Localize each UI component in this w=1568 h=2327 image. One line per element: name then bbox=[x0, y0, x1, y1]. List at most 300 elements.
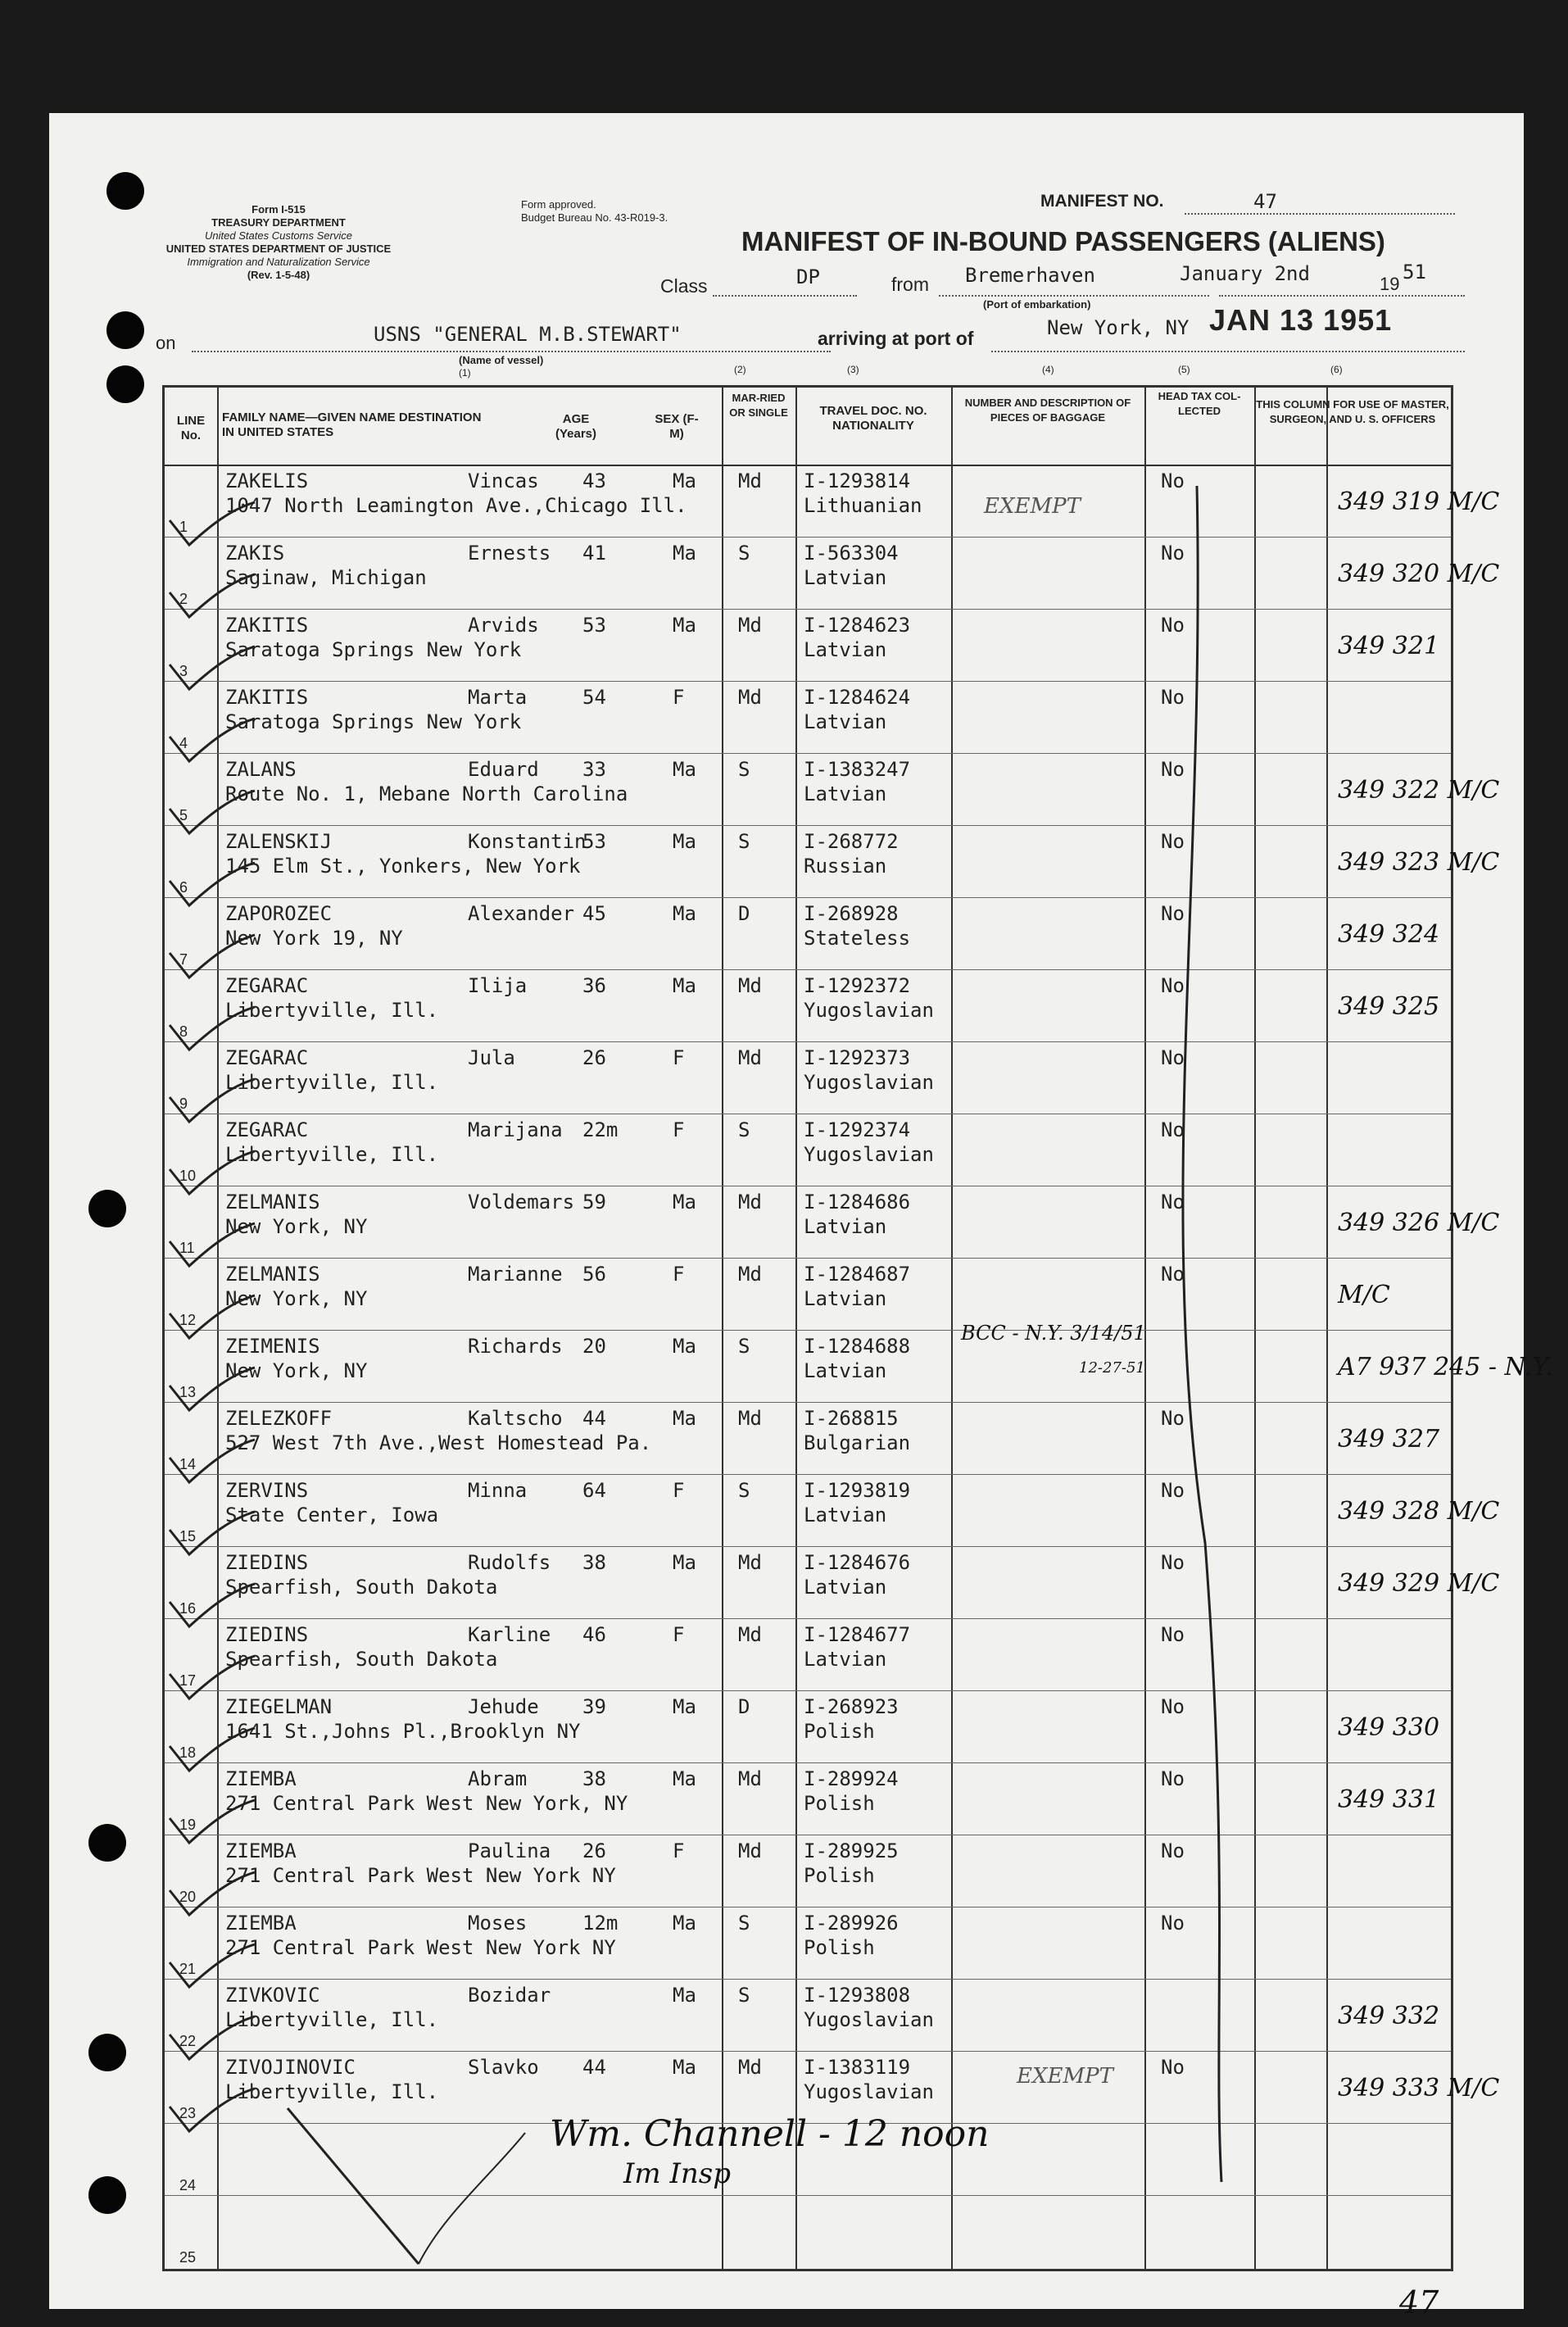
age: 44 bbox=[582, 1407, 606, 1430]
dept-treasury-sub: United States Customs Service bbox=[205, 229, 352, 242]
dept-justice-sub: Immigration and Naturalization Service bbox=[187, 256, 370, 268]
head-tax: No bbox=[1161, 2056, 1185, 2079]
age: 38 bbox=[582, 1551, 606, 1574]
nationality: Polish bbox=[804, 1864, 875, 1887]
date-line bbox=[1219, 295, 1465, 297]
col-head-head-tax: HEAD TAX COL-LECTED bbox=[1158, 390, 1241, 417]
head-tax: No bbox=[1161, 1695, 1185, 1718]
date-value: January 2nd bbox=[1180, 262, 1310, 285]
arrival-date-stamp: JAN 13 1951 bbox=[1209, 303, 1393, 337]
nationality: Lithuanian bbox=[804, 494, 922, 517]
given-name: Arvids bbox=[468, 614, 539, 637]
line-number: 8 bbox=[179, 1023, 188, 1040]
officer-note: A7 937 245 - N.Y. bbox=[1338, 1353, 1553, 1381]
age: 12m bbox=[582, 1912, 619, 1935]
line-number: 23 bbox=[179, 2105, 197, 2121]
sex: Ma bbox=[673, 830, 696, 853]
dept-treasury: TREASURY DEPARTMENT bbox=[211, 216, 346, 229]
marital-status: Md bbox=[738, 1839, 762, 1862]
given-name: Jula bbox=[468, 1046, 515, 1069]
family-name: ZALANS bbox=[225, 758, 297, 781]
travel-doc-no: I-1284624 bbox=[804, 686, 911, 709]
given-name: Alexander bbox=[468, 902, 575, 925]
form-approval bbox=[521, 198, 734, 225]
travel-doc-no: I-1292374 bbox=[804, 1118, 911, 1141]
head-tax: No bbox=[1161, 1912, 1185, 1935]
officer-note: 349 319 M/C bbox=[1338, 488, 1500, 516]
head-tax: No bbox=[1161, 1407, 1185, 1430]
marital-status: Md bbox=[738, 469, 762, 492]
family-name: ZEIMENIS bbox=[225, 1335, 320, 1358]
travel-doc-no: I-268815 bbox=[804, 1407, 899, 1430]
family-name: ZAKITIS bbox=[225, 614, 309, 637]
manifest-no-value: 47 bbox=[1253, 190, 1277, 213]
destination: New York, NY bbox=[225, 1215, 368, 1238]
destination: 145 Elm St., Yonkers, New York bbox=[225, 855, 581, 878]
travel-doc-no: I-1284623 bbox=[804, 614, 911, 637]
sex: F bbox=[673, 1623, 685, 1646]
age: 59 bbox=[582, 1191, 606, 1213]
age: 26 bbox=[582, 1046, 606, 1069]
head-tax: No bbox=[1161, 1623, 1185, 1646]
sex: Ma bbox=[673, 1767, 696, 1790]
sex: Ma bbox=[673, 614, 696, 637]
sex: Ma bbox=[673, 1695, 696, 1718]
head-tax: No bbox=[1161, 686, 1185, 709]
given-name: Konstantin bbox=[468, 830, 587, 853]
nationality: Polish bbox=[804, 1792, 875, 1815]
on-label: on bbox=[156, 333, 176, 353]
family-name: ZIEMBA bbox=[225, 1839, 297, 1862]
nationality: Latvian bbox=[804, 1287, 887, 1310]
officer-note: 349 326 M/C bbox=[1338, 1209, 1500, 1237]
line-number: 5 bbox=[179, 807, 188, 823]
family-name: ZIEDINS bbox=[225, 1551, 309, 1574]
marital-status: S bbox=[738, 1118, 750, 1141]
destination: New York, NY bbox=[225, 1359, 368, 1382]
marital-status: S bbox=[738, 1912, 750, 1935]
sex: Ma bbox=[673, 1191, 696, 1213]
col-head-line: LINE No. bbox=[176, 414, 206, 442]
age: 39 bbox=[582, 1695, 606, 1718]
sex: Ma bbox=[673, 1912, 696, 1935]
form-number: Form I-515 bbox=[252, 203, 306, 215]
binder-hole bbox=[106, 311, 144, 349]
family-name: ZELEZKOFF bbox=[225, 1407, 333, 1430]
col-num-5: (5) bbox=[1178, 364, 1190, 375]
given-name: Ernests bbox=[468, 542, 551, 565]
destination: Libertyville, Ill. bbox=[225, 2008, 439, 2031]
nationality: Latvian bbox=[804, 638, 887, 661]
line-number: 1 bbox=[179, 519, 188, 535]
given-name: Slavko bbox=[468, 2056, 539, 2079]
page-title: MANIFEST OF IN-BOUND PASSENGERS (ALIENS) bbox=[741, 226, 1385, 256]
bcc-date: 12-27-51 bbox=[1079, 1359, 1145, 1377]
inspector-signature: Wm. Channell - 12 noon bbox=[550, 2113, 990, 2155]
head-tax: No bbox=[1161, 902, 1185, 925]
nationality: Yugoslavian bbox=[804, 1071, 934, 1094]
travel-doc-no: I-289926 bbox=[804, 1912, 899, 1935]
class-value: DP bbox=[796, 265, 820, 288]
age: 41 bbox=[582, 542, 606, 565]
sex: Ma bbox=[673, 902, 696, 925]
col-num-6: (6) bbox=[1330, 364, 1343, 375]
from-line bbox=[939, 295, 1209, 297]
travel-doc-no: I-1293808 bbox=[804, 1984, 911, 2007]
sex: F bbox=[673, 1263, 685, 1286]
head-tax: No bbox=[1161, 1551, 1185, 1574]
age: 53 bbox=[582, 830, 606, 853]
line-number: 10 bbox=[179, 1168, 197, 1184]
destination: 271 Central Park West New York, NY bbox=[225, 1792, 628, 1815]
officer-note: 349 330 bbox=[1338, 1713, 1440, 1742]
binder-hole bbox=[88, 2176, 126, 2214]
marital-status: Md bbox=[738, 1263, 762, 1286]
age: 43 bbox=[582, 469, 606, 492]
head-tax: No bbox=[1161, 974, 1185, 997]
officer-note: 349 324 bbox=[1338, 920, 1440, 949]
travel-doc-no: I-1292373 bbox=[804, 1046, 911, 1069]
travel-doc-no: I-268928 bbox=[804, 902, 899, 925]
nationality: Yugoslavian bbox=[804, 2008, 934, 2031]
marital-status: Md bbox=[738, 1551, 762, 1574]
exempt-stamp: EXEMPT bbox=[1017, 2064, 1113, 2089]
destination: Route No. 1, Mebane North Carolina bbox=[225, 782, 628, 805]
inspector-title: Im Insp bbox=[623, 2157, 732, 2190]
vessel-line bbox=[192, 351, 831, 352]
line-number: 9 bbox=[179, 1095, 188, 1112]
family-name: ZERVINS bbox=[225, 1479, 309, 1502]
sex: F bbox=[673, 1839, 685, 1862]
sex: F bbox=[673, 686, 685, 709]
sex: F bbox=[673, 1479, 685, 1502]
family-name: ZEGARAC bbox=[225, 974, 309, 997]
head-tax: No bbox=[1161, 1046, 1185, 1069]
given-name: Eduard bbox=[468, 758, 539, 781]
vessel-caption: (Name of vessel) bbox=[459, 354, 544, 366]
travel-doc-no: I-1293814 bbox=[804, 469, 911, 492]
officer-note: 349 332 bbox=[1338, 2002, 1440, 2030]
nationality: Latvian bbox=[804, 1215, 887, 1238]
sex: F bbox=[673, 1046, 685, 1069]
travel-doc-no: I-1284677 bbox=[804, 1623, 911, 1646]
exempt-stamp: EXEMPT bbox=[984, 494, 1081, 519]
given-name: Marianne bbox=[468, 1263, 563, 1286]
destination: Libertyville, Ill. bbox=[225, 1071, 439, 1094]
line-number: 15 bbox=[179, 1528, 197, 1545]
marital-status: D bbox=[738, 902, 750, 925]
head-tax: No bbox=[1161, 1263, 1185, 1286]
family-name: ZIEMBA bbox=[225, 1912, 297, 1935]
destination: 271 Central Park West New York NY bbox=[225, 1864, 616, 1887]
line-number: 17 bbox=[179, 1672, 197, 1689]
destination: New York 19, NY bbox=[225, 927, 403, 950]
marital-status: S bbox=[738, 542, 750, 565]
family-name: ZEGARAC bbox=[225, 1046, 309, 1069]
approval-text: Form approved. bbox=[521, 198, 596, 211]
family-name: ZIEGELMAN bbox=[225, 1695, 333, 1718]
col-num-3: (3) bbox=[847, 364, 859, 375]
officer-note: M/C bbox=[1338, 1281, 1390, 1309]
age: 20 bbox=[582, 1335, 606, 1358]
destination: Spearfish, South Dakota bbox=[225, 1576, 498, 1599]
nationality: Yugoslavian bbox=[804, 2080, 934, 2103]
line-number: 22 bbox=[179, 2033, 197, 2049]
destination: New York, NY bbox=[225, 1287, 368, 1310]
destination: 527 West 7th Ave.,West Homestead Pa. bbox=[225, 1431, 652, 1454]
travel-doc-no: I-1383247 bbox=[804, 758, 911, 781]
form-revision: (Rev. 1-5-48) bbox=[247, 269, 310, 281]
arriving-label: arriving at port of bbox=[818, 328, 974, 349]
destination: Libertyville, Ill. bbox=[225, 1143, 439, 1166]
nationality: Latvian bbox=[804, 1648, 887, 1671]
family-name: ZAKELIS bbox=[225, 469, 309, 492]
age: 36 bbox=[582, 974, 606, 997]
manifest-no-label: MANIFEST NO. bbox=[1040, 192, 1164, 211]
passenger-table bbox=[162, 385, 1553, 2271]
sex: Ma bbox=[673, 1407, 696, 1430]
travel-doc-no: I-1284686 bbox=[804, 1191, 911, 1213]
sex: Ma bbox=[673, 469, 696, 492]
travel-doc-no: I-563304 bbox=[804, 542, 899, 565]
line-number: 6 bbox=[179, 879, 188, 896]
head-tax: No bbox=[1161, 469, 1185, 492]
family-name: ZIVOJINOVIC bbox=[225, 2056, 356, 2079]
family-name: ZIVKOVIC bbox=[225, 1984, 320, 2007]
col-head-age: AGE (Years) bbox=[555, 412, 597, 441]
year-prefix: 19 bbox=[1380, 274, 1400, 294]
given-name: Rudolfs bbox=[468, 1551, 551, 1574]
port-embark-caption: (Port of embarkation) bbox=[983, 298, 1091, 311]
marital-status: S bbox=[738, 1984, 750, 2007]
destination: Libertyville, Ill. bbox=[225, 2080, 439, 2103]
col-head-name: FAMILY NAME—GIVEN NAME DESTINATION IN UNITED STATES bbox=[222, 411, 482, 439]
col-head-sex: SEX (F-M) bbox=[655, 412, 699, 441]
binder-hole bbox=[88, 1824, 126, 1862]
dept-justice: UNITED STATES DEPARTMENT OF JUSTICE bbox=[165, 243, 392, 255]
age: 44 bbox=[582, 2056, 606, 2079]
given-name: Jehude bbox=[468, 1695, 539, 1718]
given-name: Voldemars bbox=[468, 1191, 575, 1213]
travel-doc-no: I-1284688 bbox=[804, 1335, 911, 1358]
port-line bbox=[991, 351, 1465, 352]
family-name: ZEGARAC bbox=[225, 1118, 309, 1141]
col-head-married: MAR-RIED OR SINGLE bbox=[729, 392, 788, 419]
officer-note: 349 331 bbox=[1338, 1785, 1440, 1814]
nationality: Polish bbox=[804, 1936, 875, 1959]
col-num-4: (4) bbox=[1042, 364, 1054, 375]
line-number: 21 bbox=[179, 1961, 197, 1977]
binder-hole bbox=[88, 2034, 126, 2071]
officer-note: 349 329 M/C bbox=[1338, 1569, 1500, 1598]
officer-note: 349 320 M/C bbox=[1338, 560, 1500, 588]
col-head-baggage: NUMBER AND DESCRIPTION OF PIECES OF BAGGAGE bbox=[964, 397, 1131, 424]
age: 64 bbox=[582, 1479, 606, 1502]
budget-text: Budget Bureau No. 43-R019-3. bbox=[521, 211, 668, 224]
age: 56 bbox=[582, 1263, 606, 1286]
officer-note: 349 322 M/C bbox=[1338, 776, 1500, 805]
destination: State Center, Iowa bbox=[225, 1504, 439, 1526]
destination: Spearfish, South Dakota bbox=[225, 1648, 498, 1671]
line-number: 13 bbox=[179, 1384, 197, 1400]
destination: Libertyville, Ill. bbox=[225, 999, 439, 1022]
nationality: Russian bbox=[804, 855, 887, 878]
family-name: ZIEMBA bbox=[225, 1767, 297, 1790]
marital-status: Md bbox=[738, 1623, 762, 1646]
nationality: Yugoslavian bbox=[804, 999, 934, 1022]
family-name: ZAKIS bbox=[225, 542, 285, 565]
officer-note: 349 328 M/C bbox=[1338, 1497, 1500, 1526]
head-tax: No bbox=[1161, 758, 1185, 781]
marital-status: Md bbox=[738, 614, 762, 637]
age: 33 bbox=[582, 758, 606, 781]
destination: 1047 North Leamington Ave.,Chicago Ill. bbox=[225, 494, 687, 517]
nationality: Latvian bbox=[804, 566, 887, 589]
line-number: 14 bbox=[179, 1456, 197, 1472]
officer-note: 349 327 bbox=[1338, 1425, 1440, 1454]
given-name: Karline bbox=[468, 1623, 551, 1646]
page-number: 47 bbox=[1399, 2284, 1439, 2320]
marital-status: S bbox=[738, 830, 750, 853]
cancel-stroke bbox=[279, 2100, 607, 2272]
class-line bbox=[713, 295, 857, 297]
marital-status: Md bbox=[738, 686, 762, 709]
year-suffix: 51 bbox=[1403, 261, 1426, 284]
sex: F bbox=[673, 1118, 685, 1141]
given-name: Vincas bbox=[468, 469, 539, 492]
age: 38 bbox=[582, 1767, 606, 1790]
nationality: Latvian bbox=[804, 710, 887, 733]
marital-status: Md bbox=[738, 1191, 762, 1213]
manifest-no-line bbox=[1185, 213, 1455, 215]
line-number: 4 bbox=[179, 735, 188, 751]
marital-status: Md bbox=[738, 2056, 762, 2079]
bcc-note: BCC - N.Y. 3/14/51 bbox=[961, 1322, 1146, 1345]
head-tax: No bbox=[1161, 542, 1185, 565]
travel-doc-no: I-289925 bbox=[804, 1839, 899, 1862]
sex: Ma bbox=[673, 974, 696, 997]
nationality: Stateless bbox=[804, 927, 911, 950]
head-tax: No bbox=[1161, 614, 1185, 637]
sex: Ma bbox=[673, 542, 696, 565]
col-head-travel: TRAVEL DOC. NO. NATIONALITY bbox=[819, 404, 927, 433]
line-number: 19 bbox=[179, 1817, 197, 1833]
nationality: Latvian bbox=[804, 1359, 887, 1382]
travel-doc-no: I-289924 bbox=[804, 1767, 899, 1790]
travel-doc-no: I-1292372 bbox=[804, 974, 911, 997]
line-number: 18 bbox=[179, 1744, 197, 1761]
sex: Ma bbox=[673, 2056, 696, 2079]
given-name: Abram bbox=[468, 1767, 528, 1790]
given-name: Ilija bbox=[468, 974, 528, 997]
given-name: Marta bbox=[468, 686, 528, 709]
sex: Ma bbox=[673, 758, 696, 781]
head-tax: No bbox=[1161, 1479, 1185, 1502]
vessel-value: USNS "GENERAL M.B.STEWART" bbox=[374, 323, 682, 346]
marital-status: Md bbox=[738, 974, 762, 997]
form-info bbox=[139, 203, 418, 282]
marital-status: S bbox=[738, 758, 750, 781]
given-name: Bozidar bbox=[468, 1984, 551, 2007]
col-num-2: (2) bbox=[734, 364, 746, 375]
head-tax: No bbox=[1161, 830, 1185, 853]
head-tax: No bbox=[1161, 1191, 1185, 1213]
line-number: 11 bbox=[179, 1240, 195, 1256]
line-number: 25 bbox=[179, 2249, 197, 2266]
age: 54 bbox=[582, 686, 606, 709]
family-name: ZELMANIS bbox=[225, 1263, 320, 1286]
line-number: 2 bbox=[179, 591, 188, 607]
given-name: Marijana bbox=[468, 1118, 563, 1141]
travel-doc-no: I-268772 bbox=[804, 830, 899, 853]
officer-note: 349 333 M/C bbox=[1338, 2074, 1500, 2102]
officer-note: 349 325 bbox=[1338, 992, 1440, 1021]
class-label: Class bbox=[660, 275, 708, 297]
officer-note: 349 321 bbox=[1338, 632, 1440, 660]
line-number: 12 bbox=[179, 1312, 197, 1328]
nationality: Polish bbox=[804, 1720, 875, 1743]
marital-status: Md bbox=[738, 1046, 762, 1069]
from-value: Bremerhaven bbox=[965, 264, 1095, 287]
sex: Ma bbox=[673, 1551, 696, 1574]
destination: 271 Central Park West New York NY bbox=[225, 1936, 616, 1959]
marital-status: Md bbox=[738, 1767, 762, 1790]
travel-doc-no: I-1284676 bbox=[804, 1551, 911, 1574]
marital-status: D bbox=[738, 1695, 750, 1718]
head-tax: No bbox=[1161, 1839, 1185, 1862]
age: 46 bbox=[582, 1623, 606, 1646]
line-number: 24 bbox=[179, 2177, 197, 2193]
family-name: ZALENSKIJ bbox=[225, 830, 333, 853]
travel-doc-no: I-1284687 bbox=[804, 1263, 911, 1286]
nationality: Yugoslavian bbox=[804, 1143, 934, 1166]
head-tax: No bbox=[1161, 1118, 1185, 1141]
destination: Saginaw, Michigan bbox=[225, 566, 427, 589]
given-name: Kaltscho bbox=[468, 1407, 563, 1430]
sex: Ma bbox=[673, 1984, 696, 2007]
binder-hole bbox=[106, 365, 144, 403]
destination: Saratoga Springs New York bbox=[225, 638, 522, 661]
nationality: Latvian bbox=[804, 782, 887, 805]
travel-doc-no: I-268923 bbox=[804, 1695, 899, 1718]
line-number: 20 bbox=[179, 1889, 197, 1905]
destination: Saratoga Springs New York bbox=[225, 710, 522, 733]
marital-status: S bbox=[738, 1335, 750, 1358]
age: 26 bbox=[582, 1839, 606, 1862]
marital-status: Md bbox=[738, 1407, 762, 1430]
from-label: from bbox=[891, 274, 929, 295]
family-name: ZIEDINS bbox=[225, 1623, 309, 1646]
given-name: Richards bbox=[468, 1335, 563, 1358]
family-name: ZAKITIS bbox=[225, 686, 309, 709]
travel-doc-no: I-1383119 bbox=[804, 2056, 911, 2079]
col-head-officers: THIS COLUMN FOR USE OF MASTER, SURGEON, AND U. S. OFFICERS bbox=[1256, 398, 1449, 425]
line-number: 16 bbox=[179, 1600, 197, 1617]
binder-hole bbox=[88, 1190, 126, 1227]
officer-note: 349 323 M/C bbox=[1338, 848, 1500, 877]
destination: 1641 St.,Johns Pl.,Brooklyn NY bbox=[225, 1720, 581, 1743]
family-name: ZAPOROZEC bbox=[225, 902, 333, 925]
port-value: New York, NY bbox=[1047, 316, 1190, 339]
sex: Ma bbox=[673, 1335, 696, 1358]
given-name: Minna bbox=[468, 1479, 528, 1502]
age: 22m bbox=[582, 1118, 619, 1141]
nationality: Latvian bbox=[804, 1504, 887, 1526]
line-number: 7 bbox=[179, 951, 188, 968]
travel-doc-no: I-1293819 bbox=[804, 1479, 911, 1502]
age: 53 bbox=[582, 614, 606, 637]
nationality: Bulgarian bbox=[804, 1431, 911, 1454]
